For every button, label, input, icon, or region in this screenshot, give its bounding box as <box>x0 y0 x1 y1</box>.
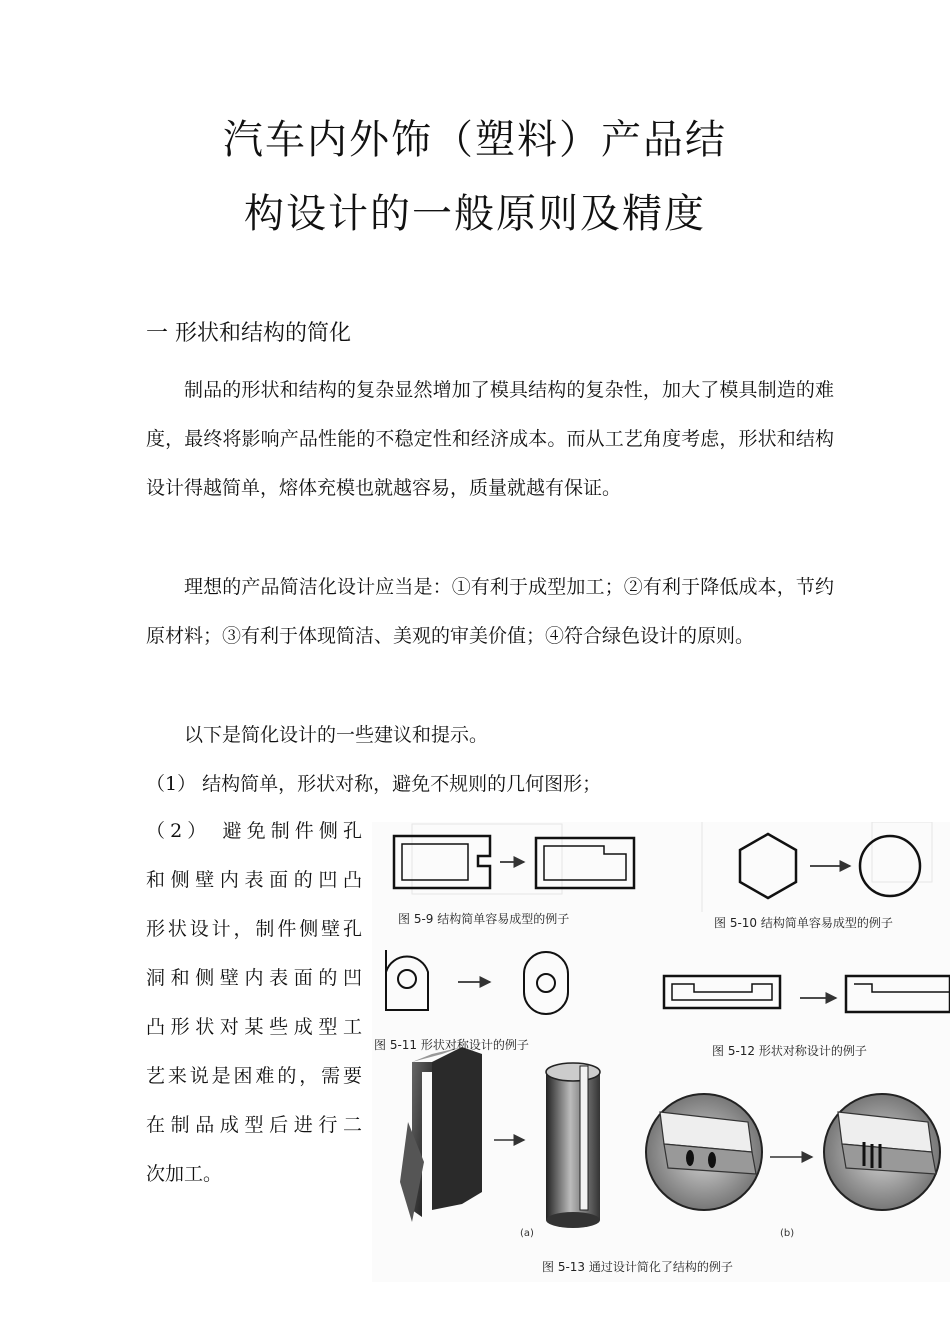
caption-fig-5-11: 图 5-11 形状对称设计的例子 <box>374 1038 529 1052</box>
figure-panel <box>372 822 950 1282</box>
list-item-2-line: （2） 避免制件侧孔 <box>146 820 362 842</box>
list-item-2 <box>146 807 362 1199</box>
label-a: (a) <box>520 1228 534 1239</box>
title-line-2: 构设计的一般原则及精度 <box>244 191 706 237</box>
section-heading: 一 形状和结构的简化 <box>146 321 351 346</box>
list-item-2-line: 次加工。 <box>146 1163 223 1185</box>
caption-fig-5-10: 图 5-10 结构简单容易成型的例子 <box>714 916 893 930</box>
list-item-2-line: 洞和侧壁内表面的凹 <box>146 967 362 989</box>
fig-5-12-drawing <box>664 976 950 1012</box>
paragraph-1: 制品的形状和结构的复杂显然增加了模具结构的复杂性，加大了模具制造的难度，最终将影响产品性能的不稳定性和经济成本。而从工艺角度考虑，形状和结构设计得越简单，熔体充模也就越容易，质量就越有保证。 <box>146 379 834 499</box>
paragraph-3: 以下是简化设计的一些建议和提示。 <box>184 724 489 746</box>
title-line-1: 汽车内外饰（塑料）产品结 <box>223 117 727 163</box>
list-item-2-line: 在制品成型后进行二 <box>146 1114 362 1136</box>
list-item-2-line: 艺来说是困难的，需要 <box>146 1065 362 1087</box>
list-item-1: （1） 结构简单，形状对称，避免不规则的几何图形； <box>146 773 602 795</box>
label-b: (b) <box>780 1228 795 1239</box>
caption-fig-5-13: 图 5-13 通过设计简化了结构的例子 <box>542 1260 733 1274</box>
fig-5-10-drawing <box>740 834 920 898</box>
fig-5-13b-drawing <box>646 1094 940 1210</box>
list-item-2-line: 和侧壁内表面的凹凸 <box>146 869 362 891</box>
paragraph-2: 理想的产品简洁化设计应当是：①有利于成型加工；②有利于降低成本，节约原材料；③有利于体现简洁、美观的审美价值；④符合绿色设计的原则。 <box>146 576 834 647</box>
caption-fig-5-9: 图 5-9 结构简单容易成型的例子 <box>398 912 570 926</box>
caption-fig-5-12: 图 5-12 形状对称设计的例子 <box>712 1044 867 1058</box>
fig-5-13a-drawing <box>400 1047 600 1228</box>
fig-5-9-drawing <box>394 836 634 888</box>
list-item-2-line: 形状设计，制件侧壁孔 <box>146 918 362 940</box>
fig-5-11-drawing <box>386 950 568 1014</box>
list-item-2-line: 凸形状对某些成型工 <box>146 1016 362 1038</box>
